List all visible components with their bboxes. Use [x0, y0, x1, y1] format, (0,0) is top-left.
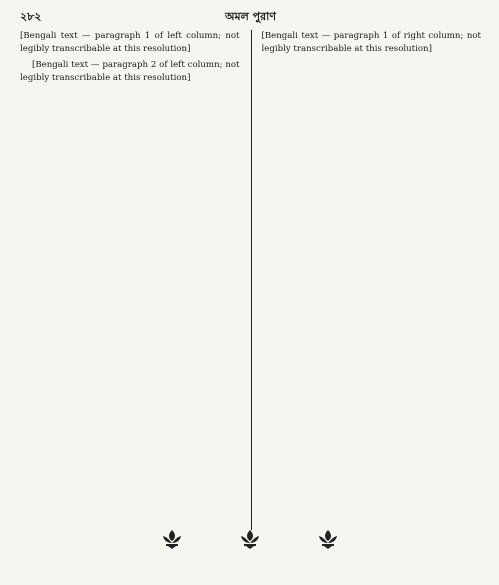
running-title: অমল পুরাণ: [224, 10, 277, 23]
page-number: ২৮২: [20, 10, 42, 23]
right-column: [262, 30, 482, 530]
lotus-ornament-icon: [159, 528, 185, 550]
page-header: [20, 8, 481, 30]
paragraph: [Bengali text — paragraph 2 of left column; not legibly transcribable at this resolution]: [20, 59, 240, 84]
paragraph: [Bengali text — paragraph 1 of right column; not legibly transcribable at this resolution]: [261, 31, 481, 55]
column-divider: [251, 30, 252, 530]
paragraph: [Bengali text — paragraph 1 of left column; not legibly transcribable at this resolution]: [20, 31, 240, 55]
footer-ornaments: [0, 528, 499, 550]
lotus-ornament-icon: [315, 528, 341, 550]
left-column: [20, 30, 240, 530]
text-columns: [20, 30, 481, 530]
lotus-ornament-icon: [237, 528, 263, 550]
